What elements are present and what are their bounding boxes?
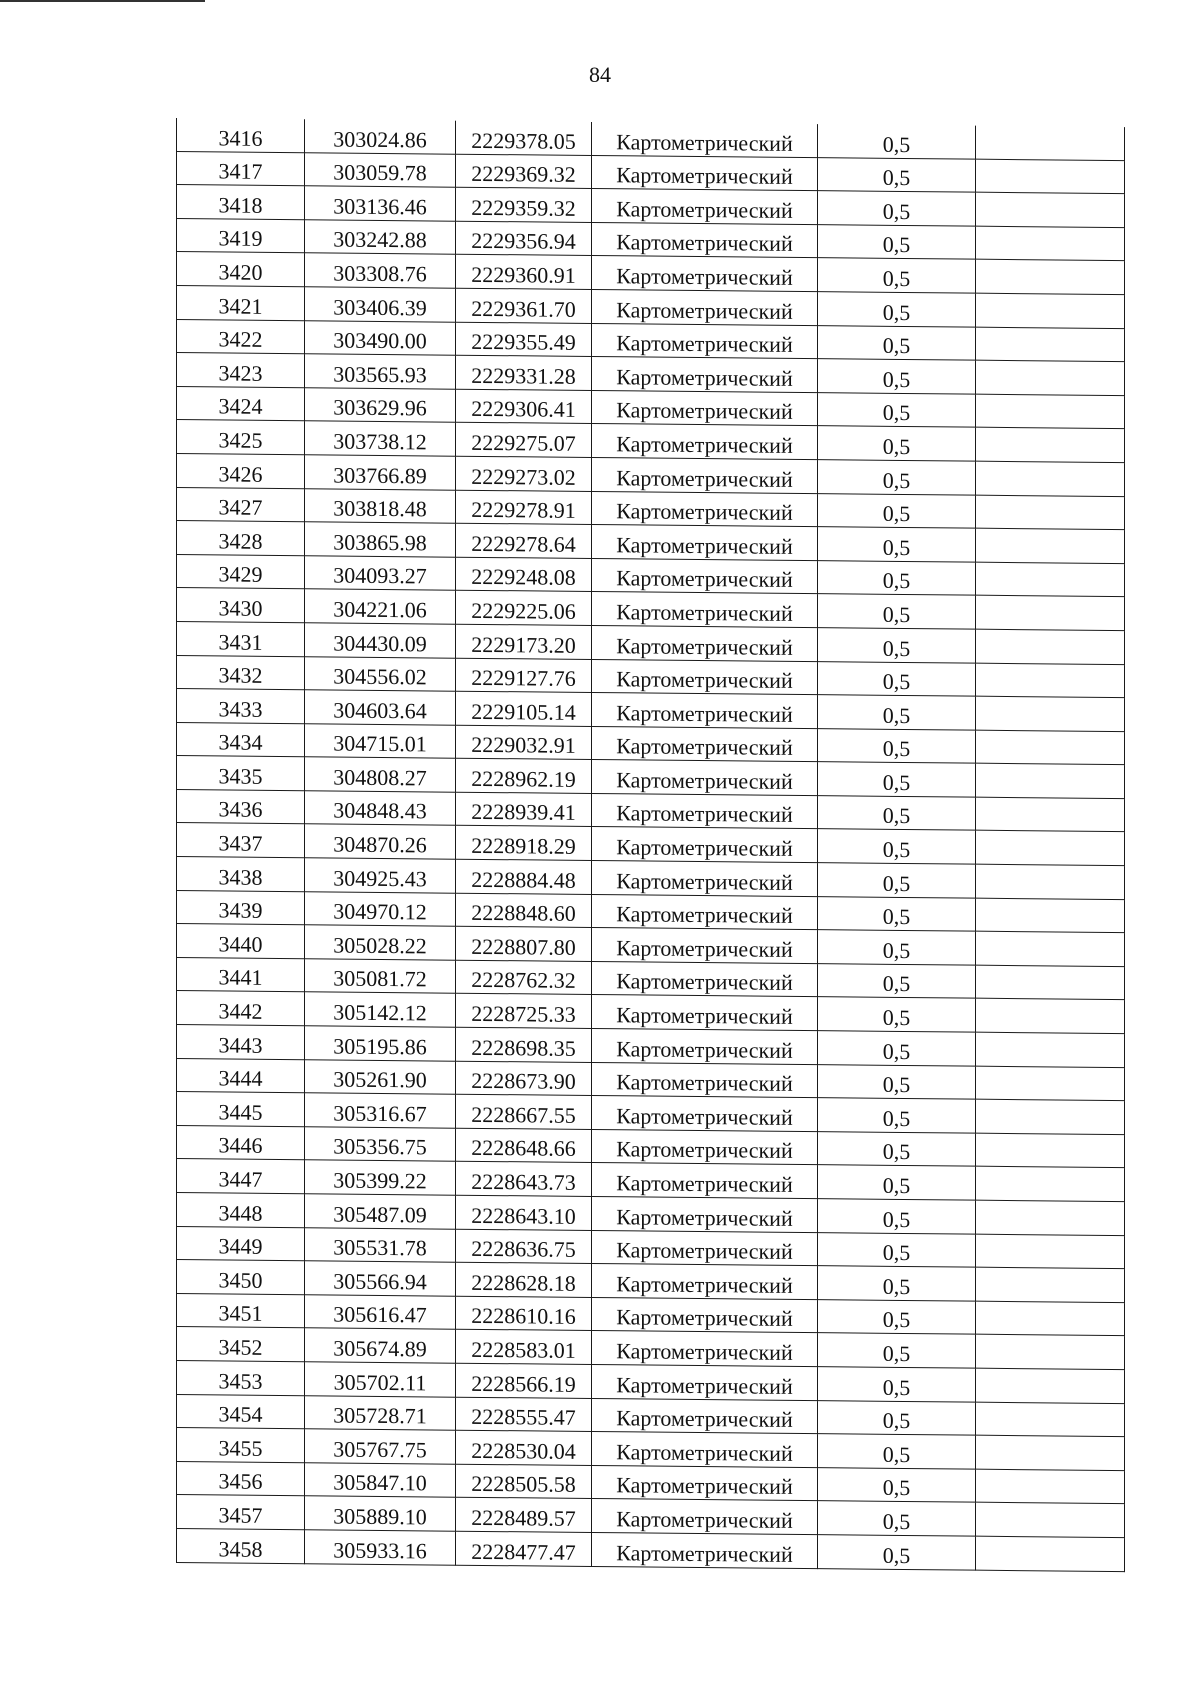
cell-note xyxy=(976,1032,1125,1067)
cell-accuracy: 0,5 xyxy=(818,1232,976,1267)
page-number: 84 xyxy=(589,62,611,87)
cell-coordinate-y: 2229248.08 xyxy=(456,557,592,592)
cell-method: Картометрический xyxy=(592,1196,818,1232)
cell-note xyxy=(976,1133,1125,1168)
cell-coordinate-y: 2229369.32 xyxy=(456,154,592,189)
cell-coordinate-x: 305728.71 xyxy=(305,1395,456,1430)
cell-coordinate-x: 305195.86 xyxy=(305,1026,456,1061)
cell-accuracy: 0,5 xyxy=(818,1131,976,1166)
cell-note xyxy=(976,1167,1125,1202)
cell-coordinate-x: 305028.22 xyxy=(305,925,456,960)
cell-method: Картометрический xyxy=(592,289,818,325)
cell-note xyxy=(976,428,1125,463)
cell-coordinate-y: 2228673.90 xyxy=(456,1061,592,1096)
cell-method: Картометрический xyxy=(592,592,818,628)
cell-method: Картометрический xyxy=(592,760,818,796)
coordinates-table-body xyxy=(177,118,1125,1571)
cell-coordinate-x: 304970.12 xyxy=(305,891,456,926)
cell-accuracy: 0,5 xyxy=(818,964,976,999)
cell-coordinate-y: 2228962.19 xyxy=(456,758,592,793)
cell-note xyxy=(976,965,1125,1000)
cell-coordinate-y: 2228939.41 xyxy=(456,792,592,827)
cell-point-number: 3452 xyxy=(177,1327,305,1362)
cell-accuracy: 0,5 xyxy=(818,1199,976,1234)
cell-point-number: 3435 xyxy=(177,756,305,791)
cell-note xyxy=(976,1234,1125,1269)
cell-point-number: 3449 xyxy=(177,1226,305,1261)
cell-note xyxy=(976,663,1125,698)
cell-coordinate-y: 2229360.91 xyxy=(456,255,592,290)
cell-coordinate-x: 303738.12 xyxy=(305,421,456,456)
cell-coordinate-x: 303242.88 xyxy=(305,220,456,255)
cell-coordinate-x: 305847.10 xyxy=(305,1462,456,1497)
cell-accuracy: 0,5 xyxy=(818,829,976,864)
cell-coordinate-y: 2229278.91 xyxy=(456,490,592,525)
cell-note xyxy=(976,1503,1125,1538)
cell-coordinate-y: 2229275.07 xyxy=(456,423,592,458)
cell-coordinate-y: 2229278.64 xyxy=(456,523,592,558)
cell-method: Картометрический xyxy=(592,558,818,594)
cell-point-number: 3436 xyxy=(177,789,305,824)
cell-accuracy: 0,5 xyxy=(818,157,976,192)
cell-method: Картометрический xyxy=(592,323,818,359)
cell-point-number: 3451 xyxy=(177,1293,305,1328)
cell-coordinate-y: 2229127.76 xyxy=(456,658,592,693)
cell-coordinate-y: 2229359.32 xyxy=(456,187,592,222)
cell-note xyxy=(976,528,1125,563)
cell-point-number: 3424 xyxy=(177,386,305,421)
cell-note xyxy=(976,864,1125,899)
cell-note xyxy=(976,260,1125,295)
cell-method: Картометрический xyxy=(592,693,818,729)
cell-method: Картометрический xyxy=(592,1465,818,1501)
cell-coordinate-y: 2229378.05 xyxy=(456,121,592,155)
cell-note xyxy=(976,797,1125,832)
cell-accuracy: 0,5 xyxy=(818,661,976,696)
cell-method: Картометрический xyxy=(592,1297,818,1333)
cell-point-number: 3457 xyxy=(177,1495,305,1530)
cell-point-number: 3416 xyxy=(177,118,305,152)
cell-point-number: 3423 xyxy=(177,353,305,388)
cell-point-number: 3447 xyxy=(177,1159,305,1194)
cell-method: Картометрический xyxy=(592,390,818,426)
cell-note xyxy=(976,763,1125,798)
cell-note xyxy=(976,327,1125,362)
cell-point-number: 3433 xyxy=(177,689,305,724)
cell-accuracy: 0,5 xyxy=(818,1266,976,1301)
cell-coordinate-x: 305674.89 xyxy=(305,1328,456,1363)
cell-point-number: 3438 xyxy=(177,857,305,892)
cell-accuracy: 0,5 xyxy=(818,1299,976,1334)
cell-note xyxy=(976,1099,1125,1134)
cell-note xyxy=(976,831,1125,866)
cell-accuracy: 0,5 xyxy=(818,191,976,226)
cell-accuracy: 0,5 xyxy=(818,1098,976,1133)
cell-method: Картометрический xyxy=(592,1364,818,1400)
cell-coordinate-x: 303565.93 xyxy=(305,354,456,389)
cell-accuracy: 0,5 xyxy=(818,1333,976,1368)
cell-coordinate-y: 2229032.91 xyxy=(456,725,592,760)
cell-point-number: 3442 xyxy=(177,991,305,1026)
cell-accuracy: 0,5 xyxy=(818,124,976,159)
cell-coordinate-y: 2229356.94 xyxy=(456,221,592,256)
cell-note xyxy=(976,1536,1125,1571)
cell-point-number: 3448 xyxy=(177,1193,305,1228)
cell-note xyxy=(976,461,1125,496)
cell-method: Картометрический xyxy=(592,793,818,829)
cell-accuracy: 0,5 xyxy=(818,325,976,360)
cell-accuracy: 0,5 xyxy=(818,628,976,663)
cell-point-number: 3455 xyxy=(177,1428,305,1463)
cell-point-number: 3417 xyxy=(177,151,305,186)
cell-note xyxy=(976,898,1125,933)
cell-coordinate-y: 2229173.20 xyxy=(456,624,592,659)
cell-accuracy: 0,5 xyxy=(818,1535,976,1570)
cell-coordinate-x: 303308.76 xyxy=(305,253,456,288)
cell-point-number: 3431 xyxy=(177,621,305,656)
cell-method: Картометрический xyxy=(592,726,818,762)
cell-method: Картометрический xyxy=(592,525,818,561)
cell-coordinate-x: 304715.01 xyxy=(305,723,456,758)
cell-point-number: 3434 xyxy=(177,722,305,757)
cell-accuracy: 0,5 xyxy=(818,1400,976,1435)
cell-method: Картометрический xyxy=(592,424,818,460)
cell-note xyxy=(976,1066,1125,1101)
cell-note xyxy=(976,1301,1125,1336)
cell-point-number: 3458 xyxy=(177,1528,305,1563)
cell-coordinate-x: 305566.94 xyxy=(305,1261,456,1296)
cell-method: Картометрический xyxy=(592,122,818,157)
cell-point-number: 3420 xyxy=(177,252,305,287)
cell-method: Картометрический xyxy=(592,1029,818,1065)
cell-note xyxy=(976,192,1125,227)
cell-accuracy: 0,5 xyxy=(818,1467,976,1502)
cell-point-number: 3425 xyxy=(177,420,305,455)
cell-coordinate-x: 303024.86 xyxy=(305,119,456,154)
cell-accuracy: 0,5 xyxy=(818,493,976,528)
cell-method: Картометрический xyxy=(592,1129,818,1165)
cell-coordinate-y: 2229361.70 xyxy=(456,288,592,323)
cell-coordinate-y: 2228636.75 xyxy=(456,1229,592,1264)
cell-coordinate-y: 2228648.66 xyxy=(456,1128,592,1163)
cell-coordinate-y: 2229306.41 xyxy=(456,389,592,424)
cell-point-number: 3443 xyxy=(177,1025,305,1060)
cell-coordinate-x: 305399.22 xyxy=(305,1160,456,1195)
cell-coordinate-y: 2229225.06 xyxy=(456,590,592,625)
cell-note xyxy=(976,1267,1125,1302)
cell-method: Картометрический xyxy=(592,222,818,258)
cell-note xyxy=(976,1200,1125,1235)
cell-method: Картометрический xyxy=(592,1062,818,1098)
cell-coordinate-x: 305933.16 xyxy=(305,1530,456,1565)
cell-method: Картометрический xyxy=(592,1499,818,1535)
cell-accuracy: 0,5 xyxy=(818,1064,976,1099)
cell-method: Картометрический xyxy=(592,827,818,863)
cell-note xyxy=(976,730,1125,765)
cell-accuracy: 0,5 xyxy=(818,997,976,1032)
cell-point-number: 3454 xyxy=(177,1394,305,1429)
cell-method: Картометрический xyxy=(592,357,818,393)
cell-point-number: 3428 xyxy=(177,521,305,556)
cell-point-number: 3450 xyxy=(177,1260,305,1295)
cell-method: Картометрический xyxy=(592,189,818,225)
cell-method: Картометрический xyxy=(592,1532,818,1568)
cell-point-number: 3437 xyxy=(177,823,305,858)
cell-coordinate-y: 2228848.60 xyxy=(456,893,592,928)
cell-method: Картометрический xyxy=(592,1331,818,1367)
cell-coordinate-y: 2228667.55 xyxy=(456,1094,592,1129)
cell-note xyxy=(976,562,1125,597)
cell-method: Картометрический xyxy=(592,1432,818,1468)
scan-edge-rule xyxy=(0,0,205,2)
cell-point-number: 3441 xyxy=(177,957,305,992)
cell-coordinate-x: 304603.64 xyxy=(305,690,456,725)
cell-point-number: 3430 xyxy=(177,588,305,623)
cell-coordinate-y: 2228628.18 xyxy=(456,1262,592,1297)
cell-accuracy: 0,5 xyxy=(818,224,976,259)
cell-coordinate-x: 305356.75 xyxy=(305,1127,456,1162)
cell-coordinate-y: 2228530.04 xyxy=(456,1430,592,1465)
cell-coordinate-y: 2229273.02 xyxy=(456,456,592,491)
cell-accuracy: 0,5 xyxy=(818,460,976,495)
cell-coordinate-y: 2228477.47 xyxy=(456,1531,592,1566)
cell-coordinate-y: 2228725.33 xyxy=(456,994,592,1029)
cell-accuracy: 0,5 xyxy=(818,762,976,797)
cell-accuracy: 0,5 xyxy=(818,258,976,293)
cell-method: Картометрический xyxy=(592,1264,818,1300)
cell-note xyxy=(976,394,1125,429)
cell-coordinate-y: 2229331.28 xyxy=(456,355,592,390)
cell-coordinate-y: 2228884.48 xyxy=(456,859,592,894)
cell-coordinate-x: 304556.02 xyxy=(305,656,456,691)
cell-coordinate-y: 2228643.73 xyxy=(456,1162,592,1197)
cell-accuracy: 0,5 xyxy=(818,560,976,595)
cell-note xyxy=(976,595,1125,630)
cell-accuracy: 0,5 xyxy=(818,896,976,931)
cell-point-number: 3422 xyxy=(177,319,305,354)
cell-coordinate-x: 304870.26 xyxy=(305,824,456,859)
cell-point-number: 3426 xyxy=(177,453,305,488)
cell-note xyxy=(976,126,1125,161)
cell-coordinate-x: 303136.46 xyxy=(305,186,456,221)
cell-note xyxy=(976,1368,1125,1403)
cell-point-number: 3429 xyxy=(177,554,305,589)
cell-method: Картометрический xyxy=(592,155,818,191)
cell-accuracy: 0,5 xyxy=(818,426,976,461)
coordinates-table xyxy=(176,118,1125,1572)
cell-point-number: 3427 xyxy=(177,487,305,522)
cell-point-number: 3440 xyxy=(177,924,305,959)
cell-note xyxy=(976,931,1125,966)
cell-point-number: 3453 xyxy=(177,1360,305,1395)
cell-method: Картометрический xyxy=(592,995,818,1031)
cell-coordinate-x: 303766.89 xyxy=(305,455,456,490)
cell-coordinate-y: 2229355.49 xyxy=(456,322,592,357)
cell-point-number: 3445 xyxy=(177,1092,305,1127)
cell-accuracy: 0,5 xyxy=(818,1501,976,1536)
cell-coordinate-y: 2228489.57 xyxy=(456,1498,592,1533)
cell-method: Картометрический xyxy=(592,256,818,292)
cell-note xyxy=(976,159,1125,194)
cell-coordinate-x: 303406.39 xyxy=(305,287,456,322)
cell-coordinate-x: 305767.75 xyxy=(305,1429,456,1464)
cell-point-number: 3419 xyxy=(177,218,305,253)
cell-accuracy: 0,5 xyxy=(818,1031,976,1066)
cell-coordinate-x: 304430.09 xyxy=(305,623,456,658)
cell-accuracy: 0,5 xyxy=(818,527,976,562)
cell-coordinate-y: 2228643.10 xyxy=(456,1195,592,1230)
cell-method: Картометрический xyxy=(592,625,818,661)
cell-coordinate-x: 305616.47 xyxy=(305,1295,456,1330)
cell-method: Картометрический xyxy=(592,928,818,964)
cell-method: Картометрический xyxy=(592,1230,818,1266)
cell-point-number: 3439 xyxy=(177,890,305,925)
cell-point-number: 3421 xyxy=(177,285,305,320)
cell-method: Картометрический xyxy=(592,1096,818,1132)
cell-coordinate-x: 303059.78 xyxy=(305,152,456,187)
cell-accuracy: 0,5 xyxy=(818,292,976,327)
cell-coordinate-x: 303490.00 xyxy=(305,320,456,355)
cell-method: Картометрический xyxy=(592,491,818,527)
cell-coordinate-y: 2228583.01 xyxy=(456,1330,592,1365)
cell-note xyxy=(976,1469,1125,1504)
cell-note xyxy=(976,226,1125,261)
cell-coordinate-x: 304221.06 xyxy=(305,589,456,624)
cell-coordinate-x: 303865.98 xyxy=(305,522,456,557)
cell-note xyxy=(976,629,1125,664)
cell-accuracy: 0,5 xyxy=(818,1165,976,1200)
cell-method: Картометрический xyxy=(592,457,818,493)
cell-note xyxy=(976,696,1125,731)
cell-coordinate-y: 2228610.16 xyxy=(456,1296,592,1331)
cell-note xyxy=(976,999,1125,1034)
cell-note xyxy=(976,1335,1125,1370)
cell-point-number: 3444 xyxy=(177,1058,305,1093)
cell-coordinate-x: 304848.43 xyxy=(305,791,456,826)
cell-coordinate-x: 303818.48 xyxy=(305,488,456,523)
cell-accuracy: 0,5 xyxy=(818,1367,976,1402)
cell-coordinate-x: 305261.90 xyxy=(305,1059,456,1094)
cell-coordinate-x: 305531.78 xyxy=(305,1227,456,1262)
cell-coordinate-x: 303629.96 xyxy=(305,387,456,422)
cell-coordinate-y: 2228698.35 xyxy=(456,1027,592,1062)
cell-coordinate-y: 2228505.58 xyxy=(456,1464,592,1499)
cell-accuracy: 0,5 xyxy=(818,930,976,965)
cell-coordinate-x: 305081.72 xyxy=(305,959,456,994)
cell-accuracy: 0,5 xyxy=(818,695,976,730)
cell-coordinate-x: 305487.09 xyxy=(305,1194,456,1229)
coordinates-table-container xyxy=(176,118,1124,1572)
cell-coordinate-x: 305142.12 xyxy=(305,992,456,1027)
cell-note xyxy=(976,360,1125,395)
cell-coordinate-y: 2229105.14 xyxy=(456,691,592,726)
cell-accuracy: 0,5 xyxy=(818,863,976,898)
cell-coordinate-x: 305889.10 xyxy=(305,1496,456,1531)
cell-point-number: 3418 xyxy=(177,185,305,220)
cell-method: Картометрический xyxy=(592,659,818,695)
cell-accuracy: 0,5 xyxy=(818,1434,976,1469)
cell-accuracy: 0,5 xyxy=(818,392,976,427)
cell-coordinate-x: 304808.27 xyxy=(305,757,456,792)
cell-accuracy: 0,5 xyxy=(818,594,976,629)
cell-accuracy: 0,5 xyxy=(818,359,976,394)
cell-point-number: 3456 xyxy=(177,1461,305,1496)
cell-note xyxy=(976,293,1125,328)
cell-note xyxy=(976,495,1125,530)
cell-coordinate-x: 304925.43 xyxy=(305,858,456,893)
cell-note xyxy=(976,1435,1125,1470)
cell-coordinate-y: 2228918.29 xyxy=(456,826,592,861)
cell-coordinate-y: 2228762.32 xyxy=(456,960,592,995)
cell-coordinate-x: 305702.11 xyxy=(305,1362,456,1397)
cell-note xyxy=(976,1402,1125,1437)
cell-accuracy: 0,5 xyxy=(818,796,976,831)
cell-method: Картометрический xyxy=(592,961,818,997)
cell-coordinate-x: 304093.27 xyxy=(305,555,456,590)
cell-coordinate-y: 2228566.19 xyxy=(456,1363,592,1398)
cell-accuracy: 0,5 xyxy=(818,728,976,763)
cell-coordinate-x: 305316.67 xyxy=(305,1093,456,1128)
cell-coordinate-y: 2228807.80 xyxy=(456,926,592,961)
cell-method: Картометрический xyxy=(592,894,818,930)
cell-method: Картометрический xyxy=(592,861,818,897)
cell-method: Картометрический xyxy=(592,1163,818,1199)
cell-point-number: 3446 xyxy=(177,1125,305,1160)
cell-coordinate-y: 2228555.47 xyxy=(456,1397,592,1432)
cell-point-number: 3432 xyxy=(177,655,305,690)
cell-method: Картометрический xyxy=(592,1398,818,1434)
